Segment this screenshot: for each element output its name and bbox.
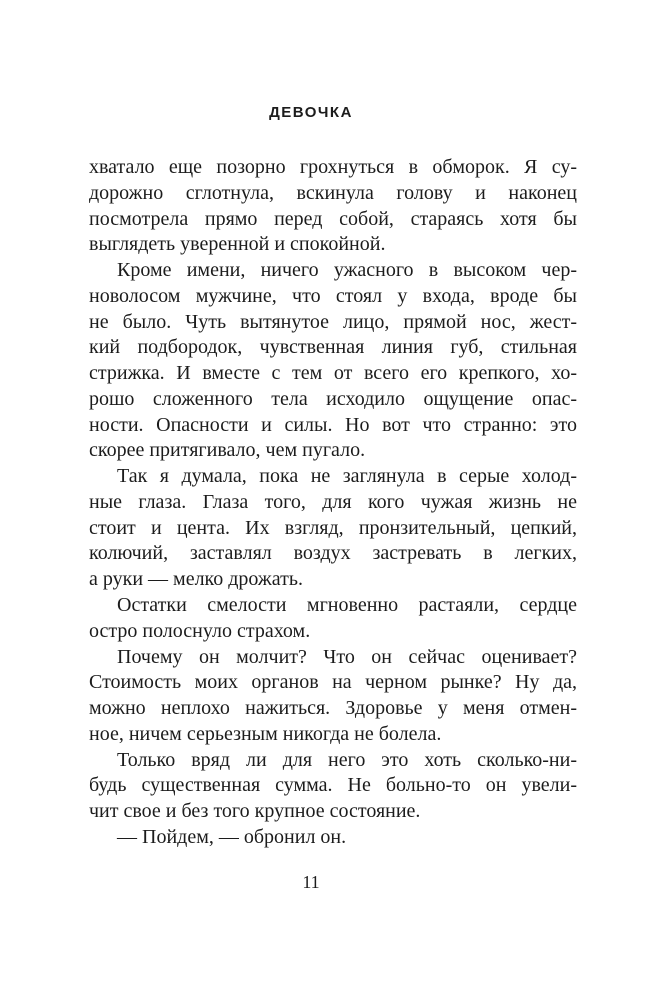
text-line: чит свое и без того крупное состояние. bbox=[89, 800, 421, 823]
text-line: Стоимость моих органов на черном рынке? Ну да, bbox=[89, 671, 577, 694]
paragraph bbox=[89, 258, 577, 464]
text-line: ные глаза. Глаза того, для кого чужая жизнь не bbox=[89, 490, 577, 513]
text-line: ности. Опасности и силы. Но вот что странно: это bbox=[89, 413, 577, 436]
text-line: выглядеть уверенной и спокойной. bbox=[89, 233, 386, 256]
text-line: колючий, заставлял воздух застревать в легких, bbox=[89, 542, 577, 565]
text-line: ное, ничем серьезным никогда не болела. bbox=[89, 722, 442, 745]
text-line: посмотрела прямо перед собой, стараясь хотя бы bbox=[89, 207, 577, 230]
page-number: 11 bbox=[302, 872, 320, 892]
text-line: Почему он молчит? Что он сейчас оценивает? bbox=[117, 645, 577, 668]
paragraph bbox=[89, 645, 577, 748]
text-line: будь существенная сумма. Не больно-то он увели- bbox=[89, 774, 577, 797]
paragraph bbox=[89, 464, 577, 593]
text-line: Так я думала, пока не заглянула в серые холод- bbox=[117, 465, 577, 488]
running-head-title: ДЕВОЧКА bbox=[269, 104, 353, 121]
text-line: Только вряд ли для него это хоть сколько-ни- bbox=[117, 748, 577, 771]
text-line: Остатки смелости мгновенно растаяли, сердце bbox=[117, 594, 577, 617]
paragraph bbox=[89, 155, 577, 258]
text-line: а руки — мелко дрожать. bbox=[89, 568, 303, 591]
text-line: скорее притягивало, чем пугало. bbox=[89, 439, 366, 462]
text-line: — Пойдем, — обронил он. bbox=[117, 825, 347, 848]
text-line: Кроме имени, ничего ужасного в высоком чер- bbox=[117, 259, 577, 282]
text-line: не было. Чуть вытянутое лицо, прямой нос, жест- bbox=[89, 310, 577, 333]
text-line: рошо сложенного тела исходило ощущение опас- bbox=[89, 387, 577, 410]
text-line: можно неплохо нажиться. Здоровье у меня отмен- bbox=[89, 697, 577, 720]
paragraph bbox=[89, 825, 577, 851]
text-line: новолосом мужчине, что стоял у входа, вроде бы bbox=[89, 284, 577, 307]
text-line: стрижка. И вместе с тем от всего его крепкого, хо- bbox=[89, 362, 577, 385]
body-text bbox=[89, 155, 577, 851]
text-line: кий подбородок, чувственная линия губ, стильная bbox=[89, 336, 577, 359]
text-line: дорожно сглотнула, вскинула голову и наконец bbox=[89, 181, 577, 204]
text-line: стоит и цента. Их взгляд, пронзительный, цепкий, bbox=[89, 516, 577, 539]
paragraph bbox=[89, 593, 577, 645]
paragraph bbox=[89, 748, 577, 825]
text-line: остро полоснуло страхом. bbox=[89, 619, 311, 642]
text-line: хватало еще позорно грохнуться в обморок. Я су- bbox=[89, 156, 577, 178]
